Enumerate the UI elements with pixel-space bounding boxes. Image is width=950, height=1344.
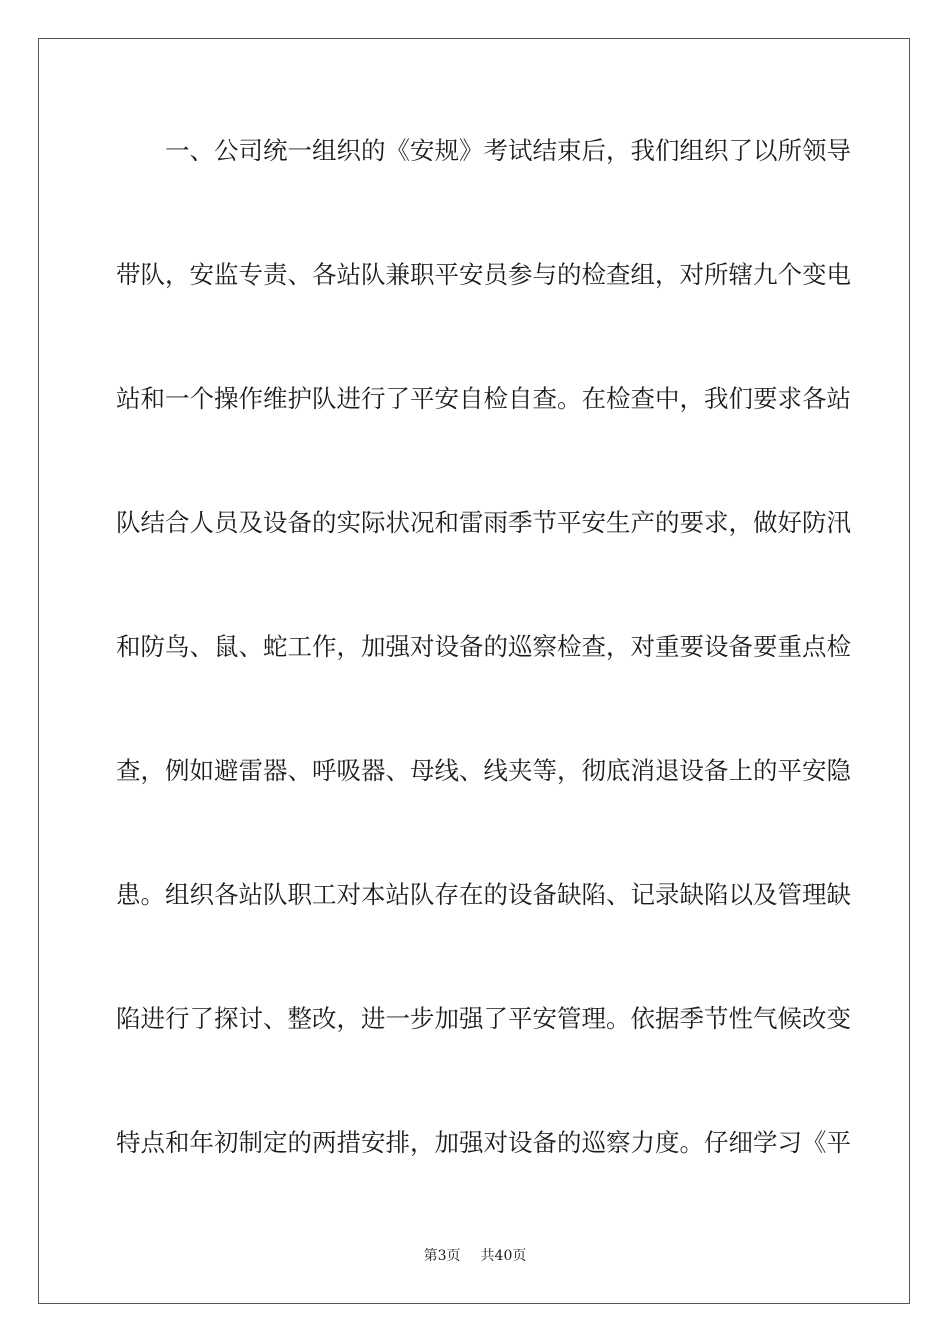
page-number: 第3页: [423, 1248, 461, 1264]
page-border: [38, 38, 910, 1304]
paragraph-line-5: 和防鸟、鼠、蛇工作，加强对设备的巡察检查，对重要设备要重点检: [116, 632, 851, 661]
paragraph-line-4: 队结合人员及设备的实际状况和雷雨季节平安生产的要求，做好防汛: [116, 508, 851, 537]
total-pages: 共40页: [480, 1248, 527, 1264]
paragraph-line-2: 带队，安监专责、各站队兼职平安员参与的检查组，对所辖九个变电: [116, 260, 851, 289]
paragraph-line-3: 站和一个操作维护队进行了平安自检自查。在检查中，我们要求各站: [116, 384, 851, 413]
paragraph-line-9: 特点和年初制定的两措安排，加强对设备的巡察力度。仔细学习《平: [116, 1128, 851, 1157]
paragraph-line-8: 陷进行了探讨、整改，进一步加强了平安管理。依据季节性气候改变: [116, 1004, 851, 1033]
page-footer: [0, 1247, 950, 1265]
paragraph-line-6: 查，例如避雷器、呼吸器、母线、线夹等，彻底消退设备上的平安隐: [116, 756, 851, 785]
paragraph-line-7: 患。组织各站队职工对本站队存在的设备缺陷、记录缺陷以及管理缺: [116, 880, 851, 909]
paragraph-line-1: 一、公司统一组织的《安规》考试结束后，我们组织了以所领导: [165, 136, 851, 165]
